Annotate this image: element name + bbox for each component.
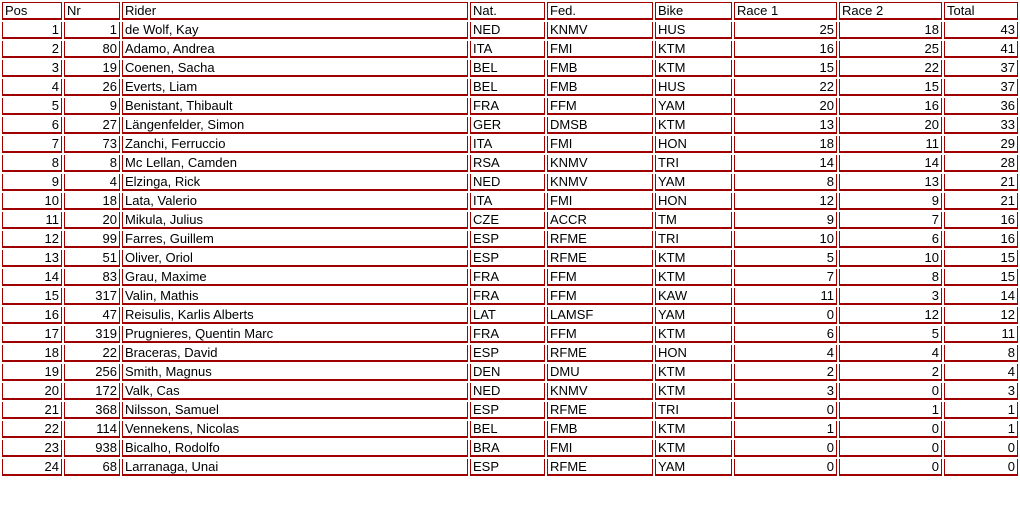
cell-nat: FRA xyxy=(470,98,545,115)
cell-fed: RFME xyxy=(547,459,653,476)
cell-nr: 27 xyxy=(64,117,120,134)
cell-race1: 14 xyxy=(734,155,837,172)
cell-rider: Nilsson, Samuel xyxy=(122,402,468,419)
cell-bike: KTM xyxy=(655,364,732,381)
cell-nr: 47 xyxy=(64,307,120,324)
cell-nat: BEL xyxy=(470,79,545,96)
cell-race2: 22 xyxy=(839,60,942,77)
cell-rider: Benistant, Thibault xyxy=(122,98,468,115)
cell-nr: 1 xyxy=(64,22,120,39)
cell-total: 41 xyxy=(944,41,1018,58)
cell-rider: Farres, Guillem xyxy=(122,231,468,248)
cell-total: 33 xyxy=(944,117,1018,134)
cell-bike: HON xyxy=(655,136,732,153)
cell-race1: 6 xyxy=(734,326,837,343)
cell-race2: 8 xyxy=(839,269,942,286)
cell-rider: Bicalho, Rodolfo xyxy=(122,440,468,457)
cell-bike: YAM xyxy=(655,174,732,191)
cell-nr: 114 xyxy=(64,421,120,438)
cell-total: 36 xyxy=(944,98,1018,115)
cell-race1: 11 xyxy=(734,288,837,305)
cell-pos: 5 xyxy=(2,98,62,115)
table-row xyxy=(2,421,1018,438)
cell-rider: Prugnieres, Quentin Marc xyxy=(122,326,468,343)
cell-race1: 0 xyxy=(734,402,837,419)
table-row xyxy=(2,250,1018,267)
cell-race1: 10 xyxy=(734,231,837,248)
cell-bike: KTM xyxy=(655,117,732,134)
cell-race1: 20 xyxy=(734,98,837,115)
cell-nr: 319 xyxy=(64,326,120,343)
cell-total: 11 xyxy=(944,326,1018,343)
cell-race1: 16 xyxy=(734,41,837,58)
cell-rider: Mikula, Julius xyxy=(122,212,468,229)
cell-fed: RFME xyxy=(547,345,653,362)
cell-race1: 8 xyxy=(734,174,837,191)
cell-bike: YAM xyxy=(655,307,732,324)
table-row xyxy=(2,383,1018,400)
cell-race1: 0 xyxy=(734,459,837,476)
cell-nat: ITA xyxy=(470,41,545,58)
cell-fed: RFME xyxy=(547,231,653,248)
cell-race2: 2 xyxy=(839,364,942,381)
cell-race2: 16 xyxy=(839,98,942,115)
cell-pos: 22 xyxy=(2,421,62,438)
cell-race2: 12 xyxy=(839,307,942,324)
cell-nat: CZE xyxy=(470,212,545,229)
cell-race1: 15 xyxy=(734,60,837,77)
cell-bike: KTM xyxy=(655,60,732,77)
cell-race1: 4 xyxy=(734,345,837,362)
cell-pos: 16 xyxy=(2,307,62,324)
cell-race1: 9 xyxy=(734,212,837,229)
cell-pos: 21 xyxy=(2,402,62,419)
cell-rider: Everts, Liam xyxy=(122,79,468,96)
cell-rider: Grau, Maxime xyxy=(122,269,468,286)
cell-rider: Adamo, Andrea xyxy=(122,41,468,58)
cell-nat: ITA xyxy=(470,136,545,153)
cell-bike: HUS xyxy=(655,79,732,96)
cell-nr: 68 xyxy=(64,459,120,476)
cell-race2: 0 xyxy=(839,421,942,438)
cell-total: 15 xyxy=(944,250,1018,267)
cell-pos: 17 xyxy=(2,326,62,343)
cell-race1: 3 xyxy=(734,383,837,400)
cell-total: 4 xyxy=(944,364,1018,381)
cell-bike: TRI xyxy=(655,402,732,419)
cell-bike: TM xyxy=(655,212,732,229)
table-row xyxy=(2,193,1018,210)
cell-pos: 20 xyxy=(2,383,62,400)
table-row xyxy=(2,79,1018,96)
cell-nr: 938 xyxy=(64,440,120,457)
cell-total: 37 xyxy=(944,79,1018,96)
table-row xyxy=(2,307,1018,324)
results-body xyxy=(2,22,1018,476)
cell-nr: 8 xyxy=(64,155,120,172)
table-row xyxy=(2,364,1018,381)
table-row xyxy=(2,231,1018,248)
table-row xyxy=(2,440,1018,457)
cell-nr: 368 xyxy=(64,402,120,419)
column-header-rider: Rider xyxy=(122,2,468,20)
cell-rider: Valin, Mathis xyxy=(122,288,468,305)
column-header-pos: Pos xyxy=(2,2,62,20)
cell-race2: 9 xyxy=(839,193,942,210)
cell-race2: 0 xyxy=(839,459,942,476)
cell-fed: FMB xyxy=(547,79,653,96)
cell-rider: Valk, Cas xyxy=(122,383,468,400)
cell-nat: ESP xyxy=(470,345,545,362)
cell-bike: KTM xyxy=(655,326,732,343)
cell-race1: 25 xyxy=(734,22,837,39)
cell-bike: YAM xyxy=(655,98,732,115)
cell-total: 21 xyxy=(944,174,1018,191)
column-header-total: Total xyxy=(944,2,1018,20)
cell-race1: 22 xyxy=(734,79,837,96)
header-row xyxy=(2,2,1018,20)
cell-total: 16 xyxy=(944,212,1018,229)
table-row xyxy=(2,22,1018,39)
cell-fed: KNMV xyxy=(547,155,653,172)
table-row xyxy=(2,174,1018,191)
cell-fed: FMI xyxy=(547,440,653,457)
table-row xyxy=(2,269,1018,286)
cell-rider: Elzinga, Rick xyxy=(122,174,468,191)
cell-pos: 4 xyxy=(2,79,62,96)
cell-race2: 6 xyxy=(839,231,942,248)
cell-rider: Reisulis, Karlis Alberts xyxy=(122,307,468,324)
table-row xyxy=(2,117,1018,134)
cell-rider: de Wolf, Kay xyxy=(122,22,468,39)
cell-pos: 8 xyxy=(2,155,62,172)
cell-fed: RFME xyxy=(547,250,653,267)
cell-total: 15 xyxy=(944,269,1018,286)
table-row xyxy=(2,60,1018,77)
cell-race1: 0 xyxy=(734,307,837,324)
cell-nr: 20 xyxy=(64,212,120,229)
cell-pos: 9 xyxy=(2,174,62,191)
cell-race2: 18 xyxy=(839,22,942,39)
cell-total: 43 xyxy=(944,22,1018,39)
cell-fed: KNMV xyxy=(547,383,653,400)
cell-rider: Larranaga, Unai xyxy=(122,459,468,476)
cell-nr: 73 xyxy=(64,136,120,153)
cell-pos: 2 xyxy=(2,41,62,58)
cell-rider: Smith, Magnus xyxy=(122,364,468,381)
cell-bike: TRI xyxy=(655,231,732,248)
cell-nat: BRA xyxy=(470,440,545,457)
cell-total: 8 xyxy=(944,345,1018,362)
cell-nat: FRA xyxy=(470,269,545,286)
column-header-fed: Fed. xyxy=(547,2,653,20)
table-row xyxy=(2,41,1018,58)
cell-total: 0 xyxy=(944,459,1018,476)
cell-fed: DMSB xyxy=(547,117,653,134)
cell-nr: 4 xyxy=(64,174,120,191)
cell-total: 28 xyxy=(944,155,1018,172)
cell-rider: Mc Lellan, Camden xyxy=(122,155,468,172)
cell-total: 3 xyxy=(944,383,1018,400)
cell-nr: 18 xyxy=(64,193,120,210)
cell-nat: NED xyxy=(470,22,545,39)
cell-total: 21 xyxy=(944,193,1018,210)
cell-fed: FFM xyxy=(547,269,653,286)
cell-nat: ITA xyxy=(470,193,545,210)
column-header-race2: Race 2 xyxy=(839,2,942,20)
cell-fed: FMI xyxy=(547,41,653,58)
cell-nat: BEL xyxy=(470,60,545,77)
cell-rider: Coenen, Sacha xyxy=(122,60,468,77)
cell-bike: KTM xyxy=(655,250,732,267)
cell-nr: 99 xyxy=(64,231,120,248)
table-row xyxy=(2,402,1018,419)
column-header-nat: Nat. xyxy=(470,2,545,20)
cell-pos: 3 xyxy=(2,60,62,77)
cell-bike: KTM xyxy=(655,383,732,400)
cell-pos: 10 xyxy=(2,193,62,210)
cell-nr: 83 xyxy=(64,269,120,286)
cell-nr: 19 xyxy=(64,60,120,77)
cell-fed: RFME xyxy=(547,402,653,419)
cell-rider: Zanchi, Ferruccio xyxy=(122,136,468,153)
cell-bike: YAM xyxy=(655,459,732,476)
cell-nat: FRA xyxy=(470,288,545,305)
cell-bike: KTM xyxy=(655,41,732,58)
cell-pos: 12 xyxy=(2,231,62,248)
cell-race2: 11 xyxy=(839,136,942,153)
cell-rider: Oliver, Oriol xyxy=(122,250,468,267)
table-row xyxy=(2,326,1018,343)
cell-race1: 12 xyxy=(734,193,837,210)
cell-fed: FMB xyxy=(547,60,653,77)
cell-nat: NED xyxy=(470,383,545,400)
cell-nat: ESP xyxy=(470,402,545,419)
table-row xyxy=(2,136,1018,153)
cell-nr: 22 xyxy=(64,345,120,362)
cell-race2: 13 xyxy=(839,174,942,191)
table-row xyxy=(2,155,1018,172)
cell-pos: 6 xyxy=(2,117,62,134)
cell-nr: 80 xyxy=(64,41,120,58)
cell-race2: 1 xyxy=(839,402,942,419)
cell-nr: 172 xyxy=(64,383,120,400)
cell-nr: 317 xyxy=(64,288,120,305)
cell-bike: KTM xyxy=(655,269,732,286)
cell-bike: HUS xyxy=(655,22,732,39)
cell-pos: 18 xyxy=(2,345,62,362)
cell-nat: FRA xyxy=(470,326,545,343)
cell-fed: FMI xyxy=(547,136,653,153)
cell-nat: ESP xyxy=(470,459,545,476)
cell-nr: 9 xyxy=(64,98,120,115)
cell-race2: 25 xyxy=(839,41,942,58)
cell-race2: 7 xyxy=(839,212,942,229)
cell-race2: 14 xyxy=(839,155,942,172)
cell-total: 12 xyxy=(944,307,1018,324)
cell-race2: 10 xyxy=(839,250,942,267)
cell-race1: 7 xyxy=(734,269,837,286)
cell-nr: 256 xyxy=(64,364,120,381)
cell-bike: HON xyxy=(655,193,732,210)
cell-bike: HON xyxy=(655,345,732,362)
cell-pos: 1 xyxy=(2,22,62,39)
cell-total: 0 xyxy=(944,440,1018,457)
table-row xyxy=(2,212,1018,229)
cell-nat: LAT xyxy=(470,307,545,324)
cell-race1: 5 xyxy=(734,250,837,267)
cell-pos: 7 xyxy=(2,136,62,153)
cell-fed: DMU xyxy=(547,364,653,381)
cell-fed: FFM xyxy=(547,326,653,343)
cell-race2: 15 xyxy=(839,79,942,96)
cell-race1: 13 xyxy=(734,117,837,134)
cell-fed: FMB xyxy=(547,421,653,438)
cell-bike: KAW xyxy=(655,288,732,305)
cell-bike: KTM xyxy=(655,440,732,457)
cell-race1: 18 xyxy=(734,136,837,153)
cell-rider: Braceras, David xyxy=(122,345,468,362)
cell-fed: ACCR xyxy=(547,212,653,229)
cell-pos: 15 xyxy=(2,288,62,305)
cell-nr: 26 xyxy=(64,79,120,96)
cell-nat: DEN xyxy=(470,364,545,381)
cell-nat: NED xyxy=(470,174,545,191)
cell-race2: 4 xyxy=(839,345,942,362)
cell-nat: BEL xyxy=(470,421,545,438)
column-header-bike: Bike xyxy=(655,2,732,20)
cell-nat: ESP xyxy=(470,231,545,248)
cell-bike: KTM xyxy=(655,421,732,438)
cell-fed: FMI xyxy=(547,193,653,210)
cell-race1: 2 xyxy=(734,364,837,381)
cell-nr: 51 xyxy=(64,250,120,267)
column-header-nr: Nr xyxy=(64,2,120,20)
cell-total: 1 xyxy=(944,402,1018,419)
cell-race2: 20 xyxy=(839,117,942,134)
cell-pos: 14 xyxy=(2,269,62,286)
cell-race2: 5 xyxy=(839,326,942,343)
table-row xyxy=(2,288,1018,305)
cell-pos: 19 xyxy=(2,364,62,381)
column-header-race1: Race 1 xyxy=(734,2,837,20)
cell-total: 29 xyxy=(944,136,1018,153)
cell-pos: 23 xyxy=(2,440,62,457)
table-row xyxy=(2,459,1018,476)
cell-pos: 24 xyxy=(2,459,62,476)
cell-fed: FFM xyxy=(547,288,653,305)
cell-nat: ESP xyxy=(470,250,545,267)
cell-nat: GER xyxy=(470,117,545,134)
table-row xyxy=(2,98,1018,115)
cell-pos: 13 xyxy=(2,250,62,267)
cell-total: 16 xyxy=(944,231,1018,248)
cell-fed: LAMSF xyxy=(547,307,653,324)
cell-fed: FFM xyxy=(547,98,653,115)
table-row xyxy=(2,345,1018,362)
cell-race2: 0 xyxy=(839,383,942,400)
cell-rider: Längenfelder, Simon xyxy=(122,117,468,134)
cell-total: 1 xyxy=(944,421,1018,438)
cell-bike: TRI xyxy=(655,155,732,172)
cell-total: 37 xyxy=(944,60,1018,77)
cell-rider: Lata, Valerio xyxy=(122,193,468,210)
cell-nat: RSA xyxy=(470,155,545,172)
cell-fed: KNMV xyxy=(547,174,653,191)
cell-race2: 0 xyxy=(839,440,942,457)
cell-race2: 3 xyxy=(839,288,942,305)
cell-fed: KNMV xyxy=(547,22,653,39)
cell-pos: 11 xyxy=(2,212,62,229)
cell-race1: 0 xyxy=(734,440,837,457)
cell-race1: 1 xyxy=(734,421,837,438)
cell-rider: Vennekens, Nicolas xyxy=(122,421,468,438)
cell-total: 14 xyxy=(944,288,1018,305)
